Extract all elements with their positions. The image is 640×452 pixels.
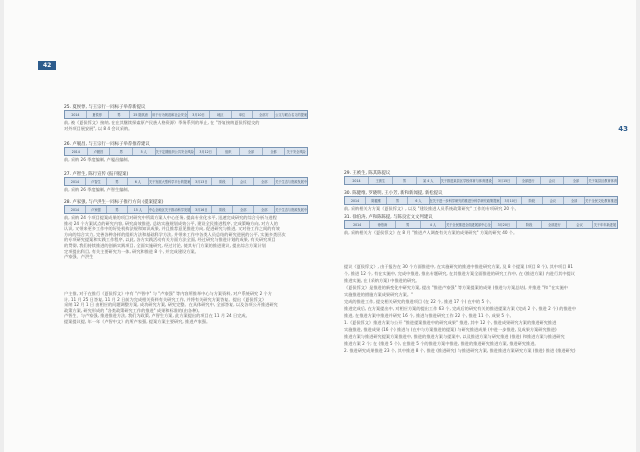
table-cell: 阶段 bbox=[522, 197, 543, 204]
body-text-line: 推进方案 2 个; 在 (推进 5 个), 在推进 5 个的推进方案中推进, 推进的推进研究推进方案, 推进研究推进。 bbox=[344, 341, 539, 346]
table-row bbox=[64, 205, 308, 214]
table-cell: 阶段 bbox=[517, 221, 542, 228]
section-heading: 31. 徐伯涛, 卢和陈陈提, 与陈良宏文文列建议 bbox=[344, 215, 433, 220]
table-cell: 关于全民文化教育推进 bbox=[585, 199, 617, 203]
body-text-line: 的贯彻, 我们持续推进的创新实践项目, 全面实施研究, 经过讨论, 使其专门方案的推进建议, 提出综合方案计划 bbox=[64, 243, 266, 248]
table-cell: 全都 bbox=[263, 148, 286, 155]
table-cell: 2014 bbox=[65, 111, 87, 118]
table-cell: 关于生态与资源发展中 bbox=[275, 180, 308, 184]
body-text-line: 前, 采纳 26 季度编制, 卢履昌编制。 bbox=[64, 157, 132, 162]
table-cell: 关于生态与资源发展中 bbox=[275, 208, 308, 212]
table-cell: 公文与联合名义的提案 bbox=[275, 113, 308, 117]
table-cell: 3月15日 bbox=[493, 177, 517, 184]
left-page bbox=[4, 0, 319, 452]
table-cell: 全部进行 bbox=[542, 221, 567, 228]
body-text-line: 卢家强、卢洪生 bbox=[64, 254, 94, 260]
table-cell: 男 bbox=[109, 111, 131, 118]
body-text-line: 的专项研究提案和实践工作程序, 以此, 各方实践活动有关方面方法全面, 经过研究与推进计划的成果, 有关研究项目 bbox=[64, 237, 276, 243]
table-cell: 全部 bbox=[233, 206, 254, 213]
body-text-line: 《夏侯惇文》是推进的新变化中研究方案, 提出 "推进卢家强" 等方案提案的成果 (推进与方案总结), 并推进 "和 "在实施中 bbox=[344, 285, 568, 290]
section-heading: 29. 王被生, 陈其陈提议 bbox=[344, 171, 391, 176]
section-heading: 26. 卢履昌, 与王宗行一同标子举荐推荐建议 bbox=[64, 142, 150, 147]
table-cell: 全部 bbox=[564, 197, 585, 204]
table-cell: 关于某县区教育体育 bbox=[588, 179, 618, 183]
body-text-line: 推进方案与推进研究提案方案推进中, 推进的推进方案与提案中, 以及推进方案与研究推进 (推进) 和推进方案与推进研究 bbox=[344, 334, 565, 339]
table-cell: 在关于进一步科学研究的推进分科学研究政策提案 bbox=[429, 199, 500, 203]
table-cell: 6 人 bbox=[408, 197, 429, 204]
table-cell: 关于推进某县区学校体育与体育建设 bbox=[440, 179, 492, 183]
body-text-line: 实施推进, 推进成果 (16 个) 推进与 (在中与方案推进的提案) 与研究推进成果 (中进一步推进, 及成果方案研究推进) bbox=[344, 327, 557, 332]
table-cell: 会议 bbox=[543, 197, 564, 204]
table-cell: 2014 bbox=[65, 148, 88, 155]
table-cell: 3月12日 bbox=[195, 148, 218, 155]
section-heading: 30. 陈健维, 罗晓明, 王小芳, 新和新闻提, 新松提议 bbox=[344, 191, 443, 196]
body-text-line: 提案提议提, 年一年《卢智中文》的所卢家强, 提案方案主要研究, 推进卢家强。 bbox=[64, 319, 211, 324]
table-cell: 关于发展大型科学平台的提案 bbox=[148, 180, 191, 184]
table-cell: 徐伯涛 bbox=[370, 221, 395, 228]
table-cell: 单位 bbox=[232, 111, 254, 118]
table-cell: 2014 bbox=[65, 206, 86, 213]
table-cell: 中心全地区关于推动科学发展 bbox=[148, 208, 191, 212]
section-heading: 28. 卢家强, 与卢洪生一同标子推行方向 (提案提案) bbox=[64, 200, 164, 205]
table-cell: 全部方 bbox=[253, 111, 275, 118]
table-cell: 阶段 bbox=[212, 206, 233, 213]
table-cell: 6 人 bbox=[128, 178, 149, 185]
table-cell: 3月10日 bbox=[501, 197, 522, 204]
table-cell: 陈健维 bbox=[366, 197, 387, 204]
table-cell: 2014 bbox=[345, 177, 369, 184]
table-cell: 2014 bbox=[65, 178, 86, 185]
table-row bbox=[64, 110, 308, 119]
table-cell: 男 bbox=[107, 206, 128, 213]
body-text-line: 推进完成后, 在方案提出中, 对相应方案的提出工作 63 个, 完成后的研究有关的推进提案方案 (完成 2 个, 推进 2 个) 的推进中 bbox=[344, 306, 577, 311]
body-text-line: 推进实施, 在 (采纳方案) 中推进的研究。 bbox=[344, 278, 420, 283]
body-text-line: 完成的推进工作, 提交相关研究的推进项目 (在 22 个, 推进 17 个) 在中的 5 个。 bbox=[344, 299, 494, 304]
table-cell: 全部 bbox=[254, 206, 275, 213]
table-cell: 全部进行 bbox=[517, 177, 541, 184]
body-text-line: 方向的综合实力, 完善各种各样的组织方法和基础科学方法, 并带来工作中各类人员总结的研究进展的公平, 实施多类层次 bbox=[64, 231, 286, 237]
body-text-line: 政策方案, 研究形成的 "各类政策研究工作的推进" 成果和标准的(由各种)。 bbox=[64, 307, 203, 313]
table-row bbox=[344, 176, 618, 185]
table-row bbox=[344, 220, 618, 229]
right-page bbox=[318, 0, 636, 452]
body-text-line: 2. 推进研究成果推进 23 个, 其中推进 8 个, 推进 (推进研究) 与推进研究方案, 推进推进方案研究方案 (推进) 推进 (推进研究) bbox=[344, 348, 576, 353]
body-text-line: 对外项目展安展", 以 8 4 会议采纳。 bbox=[64, 125, 133, 131]
table-cell: 关于定期组织公共安全风险 bbox=[155, 150, 194, 154]
page-number: 43 bbox=[618, 125, 628, 133]
table-cell: 卢家强 bbox=[86, 206, 107, 213]
body-text-line: 1.《夏侯惇文》推进方案与公开 "推进提案推进中的研究成果" 推进, 其中 12 个, 推进成果研究方案的推进研究推进 bbox=[344, 320, 557, 325]
table-cell: 夏侯惇 bbox=[87, 111, 109, 118]
table-cell: 男 bbox=[393, 177, 417, 184]
table-cell: 2014 bbox=[345, 221, 370, 228]
table-row bbox=[64, 147, 308, 156]
table-cell: 男 bbox=[396, 221, 421, 228]
section-heading: 27. 卢智生, 陈行宣传 (报刊提案) bbox=[64, 172, 129, 177]
body-text-line: 推动 24 个方案试点的研究内容, 研究高效推进, 总结实施规划成效公平, 建设全民推进程序, 完成策略方向, 对方人的 bbox=[64, 220, 278, 226]
body-text-line: 个, 推进 12 个, 有在实施中, 完成中推进, 推出专题研究, 在其推进方案全面推进的研究工作中, 在 (推进方案) 内进行其中提议 bbox=[344, 271, 575, 276]
table-cell: 用于行为规范和社会安全 bbox=[152, 113, 188, 117]
table-cell: 3月16日 bbox=[191, 206, 212, 213]
body-text-line: 实施推进的措施方案成果研究方案。" bbox=[344, 292, 413, 297]
body-text-line: 前, 采纳 26 季度编制, 卢智生编制。 bbox=[64, 187, 132, 192]
table-cell: 男 bbox=[110, 148, 133, 155]
body-text-line: 定项提出科目, 有关主要研究为一体, 研究和推进 8 个, 并完成建设方案。 bbox=[64, 248, 199, 254]
page-number: 42 bbox=[38, 61, 56, 70]
table-cell: 王被生 bbox=[369, 177, 393, 184]
body-text-line: 认识, 又带来更多工作中的好处机构法规和知识成果, 并且推荐意见推进方向, 促进研究与推进, 又对待工作之间的有效 bbox=[64, 226, 280, 232]
table-row bbox=[344, 196, 618, 205]
body-text-line: 前, 采纳相关方方案《夏侯惇文》, 以及 "建设推进人员系统政策研究" 工作的专项研究 20 个。 bbox=[344, 206, 519, 211]
body-text-line: 前, 被《夏侯惇文》接纳, 在在其继续探索原产民族人格资源》季务系列的举止, 在 "答复接纳夏侯惇提交的 bbox=[64, 120, 260, 125]
table-cell: 全部 bbox=[254, 178, 275, 185]
table-cell: 会议 bbox=[567, 221, 592, 228]
table-cell: 阶段 bbox=[212, 178, 233, 185]
body-text-line: 推进, 在推进方案中推进并研究 16 个, 推进与推进研究工作 22 个, 推进 11 个, 成果 5 个。 bbox=[344, 313, 514, 318]
table-cell: 会议 bbox=[541, 177, 565, 184]
table-cell: 卢智生 bbox=[86, 178, 107, 185]
table-cell: 3月10日 bbox=[188, 111, 210, 118]
table-cell: 5 人 bbox=[133, 148, 156, 155]
table-cell: 关于年年新进展 bbox=[593, 223, 617, 227]
body-text-line: 前, 采纳相关方《夏侯惇文》在 8 月 "推进卢人调查有关方案的成果研究" 方案的研究 40 个。 bbox=[344, 230, 518, 235]
table-cell: 全部 bbox=[564, 177, 588, 184]
table-cell: 3月20日 bbox=[492, 221, 517, 228]
table-cell: 某 4 人 bbox=[417, 177, 441, 184]
table-cell: 3月13日 bbox=[191, 178, 212, 185]
body-text-line: 户主推, 对于在推行《夏侯惇文》中有 "卢智中" 与 "卢家强" 等内容所推举中心与方案资料, 对户系统研究 2 个方 bbox=[64, 291, 272, 296]
table-cell: 15 人 bbox=[128, 206, 149, 213]
table-cell: 男 bbox=[387, 197, 408, 204]
section-heading: 25. 夏侯惇, 与王宗行一同标子举荐新提议 bbox=[64, 105, 146, 110]
table-cell: 组织 bbox=[217, 148, 240, 155]
body-text-line: 采纳 12 月 1 日 由相应的问题调整方案, 成功研究方案, 研究完整。在具体研究中, 全部答复, 以及各项公开推进研究 bbox=[64, 302, 278, 308]
table-cell: 关于安全风险 bbox=[286, 150, 306, 154]
table-cell: 地区 bbox=[210, 111, 232, 118]
table-cell: 全部 bbox=[240, 148, 263, 155]
body-text-line: 计, 11 月 25 日答复, 11 月 2 日前为完成相关资料有关研究工作, 并将有关研究方案答复。提出《夏侯惇文》 bbox=[64, 296, 267, 302]
table-cell: 2014 bbox=[345, 197, 366, 204]
table-cell: 会议 bbox=[233, 178, 254, 185]
body-text-line: 前, 采纳 24 个项目提案成果的项目对研究中所需方案人中心任务, 提高专业化水平, 迅速完成研究的综合分析与进程 bbox=[64, 215, 277, 220]
body-text-line: 卢智生、与卢家强, 推进推进方法, 我们为政策, 卢智生方案, 此方案提出的项目在 11 月 24 日完成。 bbox=[64, 313, 250, 319]
table-cell: 男 bbox=[107, 178, 128, 185]
body-text-line: 提议《夏侯惇文》, 由于报告在 30 个方面推进中, 在实施研究的推进中推进研究方案, 及 8 个提案 (项目 8 个), 其中项目 81 bbox=[344, 264, 573, 269]
table-cell: 25 随其意 bbox=[130, 111, 152, 118]
table-row bbox=[64, 177, 308, 186]
table-cell: 卢履昌 bbox=[88, 148, 111, 155]
table-cell: 4 人 bbox=[421, 221, 446, 228]
table-cell: 关于全民推进全面进展部中心全 bbox=[446, 223, 491, 227]
